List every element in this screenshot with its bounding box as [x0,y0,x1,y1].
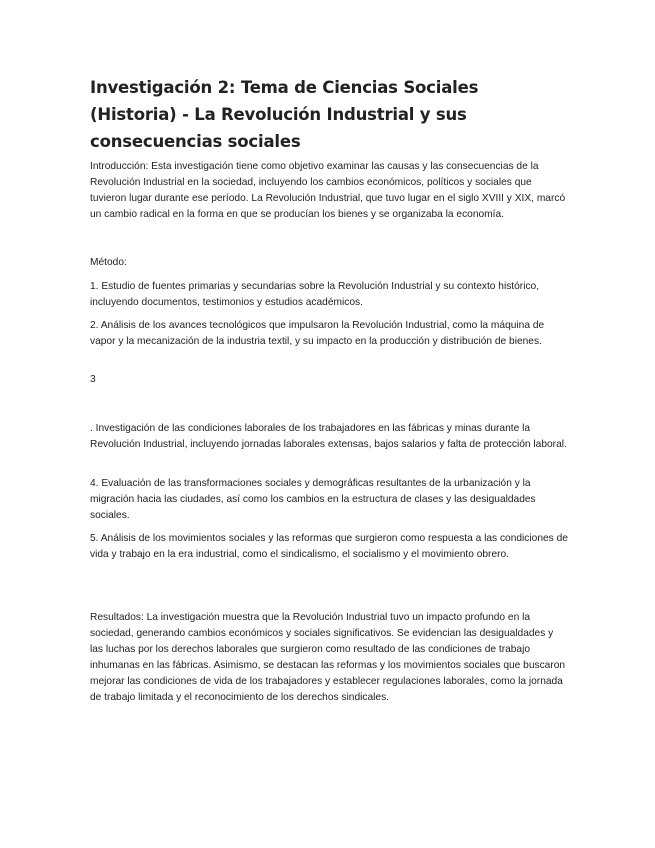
method-item-3-text: . Investigación de las condiciones laborales de los trabajadores en las fábricas y minas durante la Revolución Industrial, incluyendo jornadas laborales extensas, bajos salarios y falta de protección laboral. [90,423,567,450]
results-paragraph: Resultados: La investigación muestra que la Revolución Industrial tuvo un impacto profundo en la sociedad, generando cambios económicos y sociales significativos. Se evidencian las desigualdades y las luchas por los derechos laborales que surgieron como resultado de las condiciones de trabajo inhumanas en las fábricas. Asimismo, se destacan las reformas y los movimientos sociales que buscaron mejorar las condiciones de vida de los trabajadores y establecer regulaciones laborales, como la jornada de trabajo limitada y el reconocimiento de los derechos sindicales. [90,612,566,703]
method-heading: Método: [90,257,127,268]
method-item-3-number: 3 [90,374,96,385]
method-item-2: 2. Análisis de los avances tecnológicos que impulsaron la Revolución Industrial, como la máquina de vapor y la mecanización de la industria textil, y su impacto en la producción y distribución de bienes. [90,320,545,347]
method-item-5: 5. Análisis de los movimientos sociales y las reformas que surgieron como respuesta a las condiciones de vida y trabajo en la era industrial, como el sindicalismo, el socialismo y el movimiento obrero. [90,533,568,560]
method-item-4: 4. Evaluación de las transformaciones sociales y demográficas resultantes de la urbanización y la migración hacia las ciudades, así como los cambios en la estructura de clases y las desigualdades sociales. [90,478,536,521]
introduction-paragraph: Introducción: Esta investigación tiene como objetivo examinar las causas y las consecuencias de la Revolución Industrial en la sociedad, incluyendo los cambios económicos, políticos y sociales que tuvieron lugar durante ese período. La Revolución Industrial, que tuvo lugar en el siglo XVIII y XIX, marcó un cambio radical en la forma en que se producían los bienes y se organizaba la economía. [90,161,566,220]
method-item-1: 1. Estudio de fuentes primarias y secundarias sobre la Revolución Industrial y su contexto histórico, incluyendo documentos, testimonios y estudios académicos. [90,281,540,308]
document-title: Investigación 2: Tema de Ciencias Sociales (Historia) - La Revolución Industrial y sus consecuencias sociales [90,78,479,151]
